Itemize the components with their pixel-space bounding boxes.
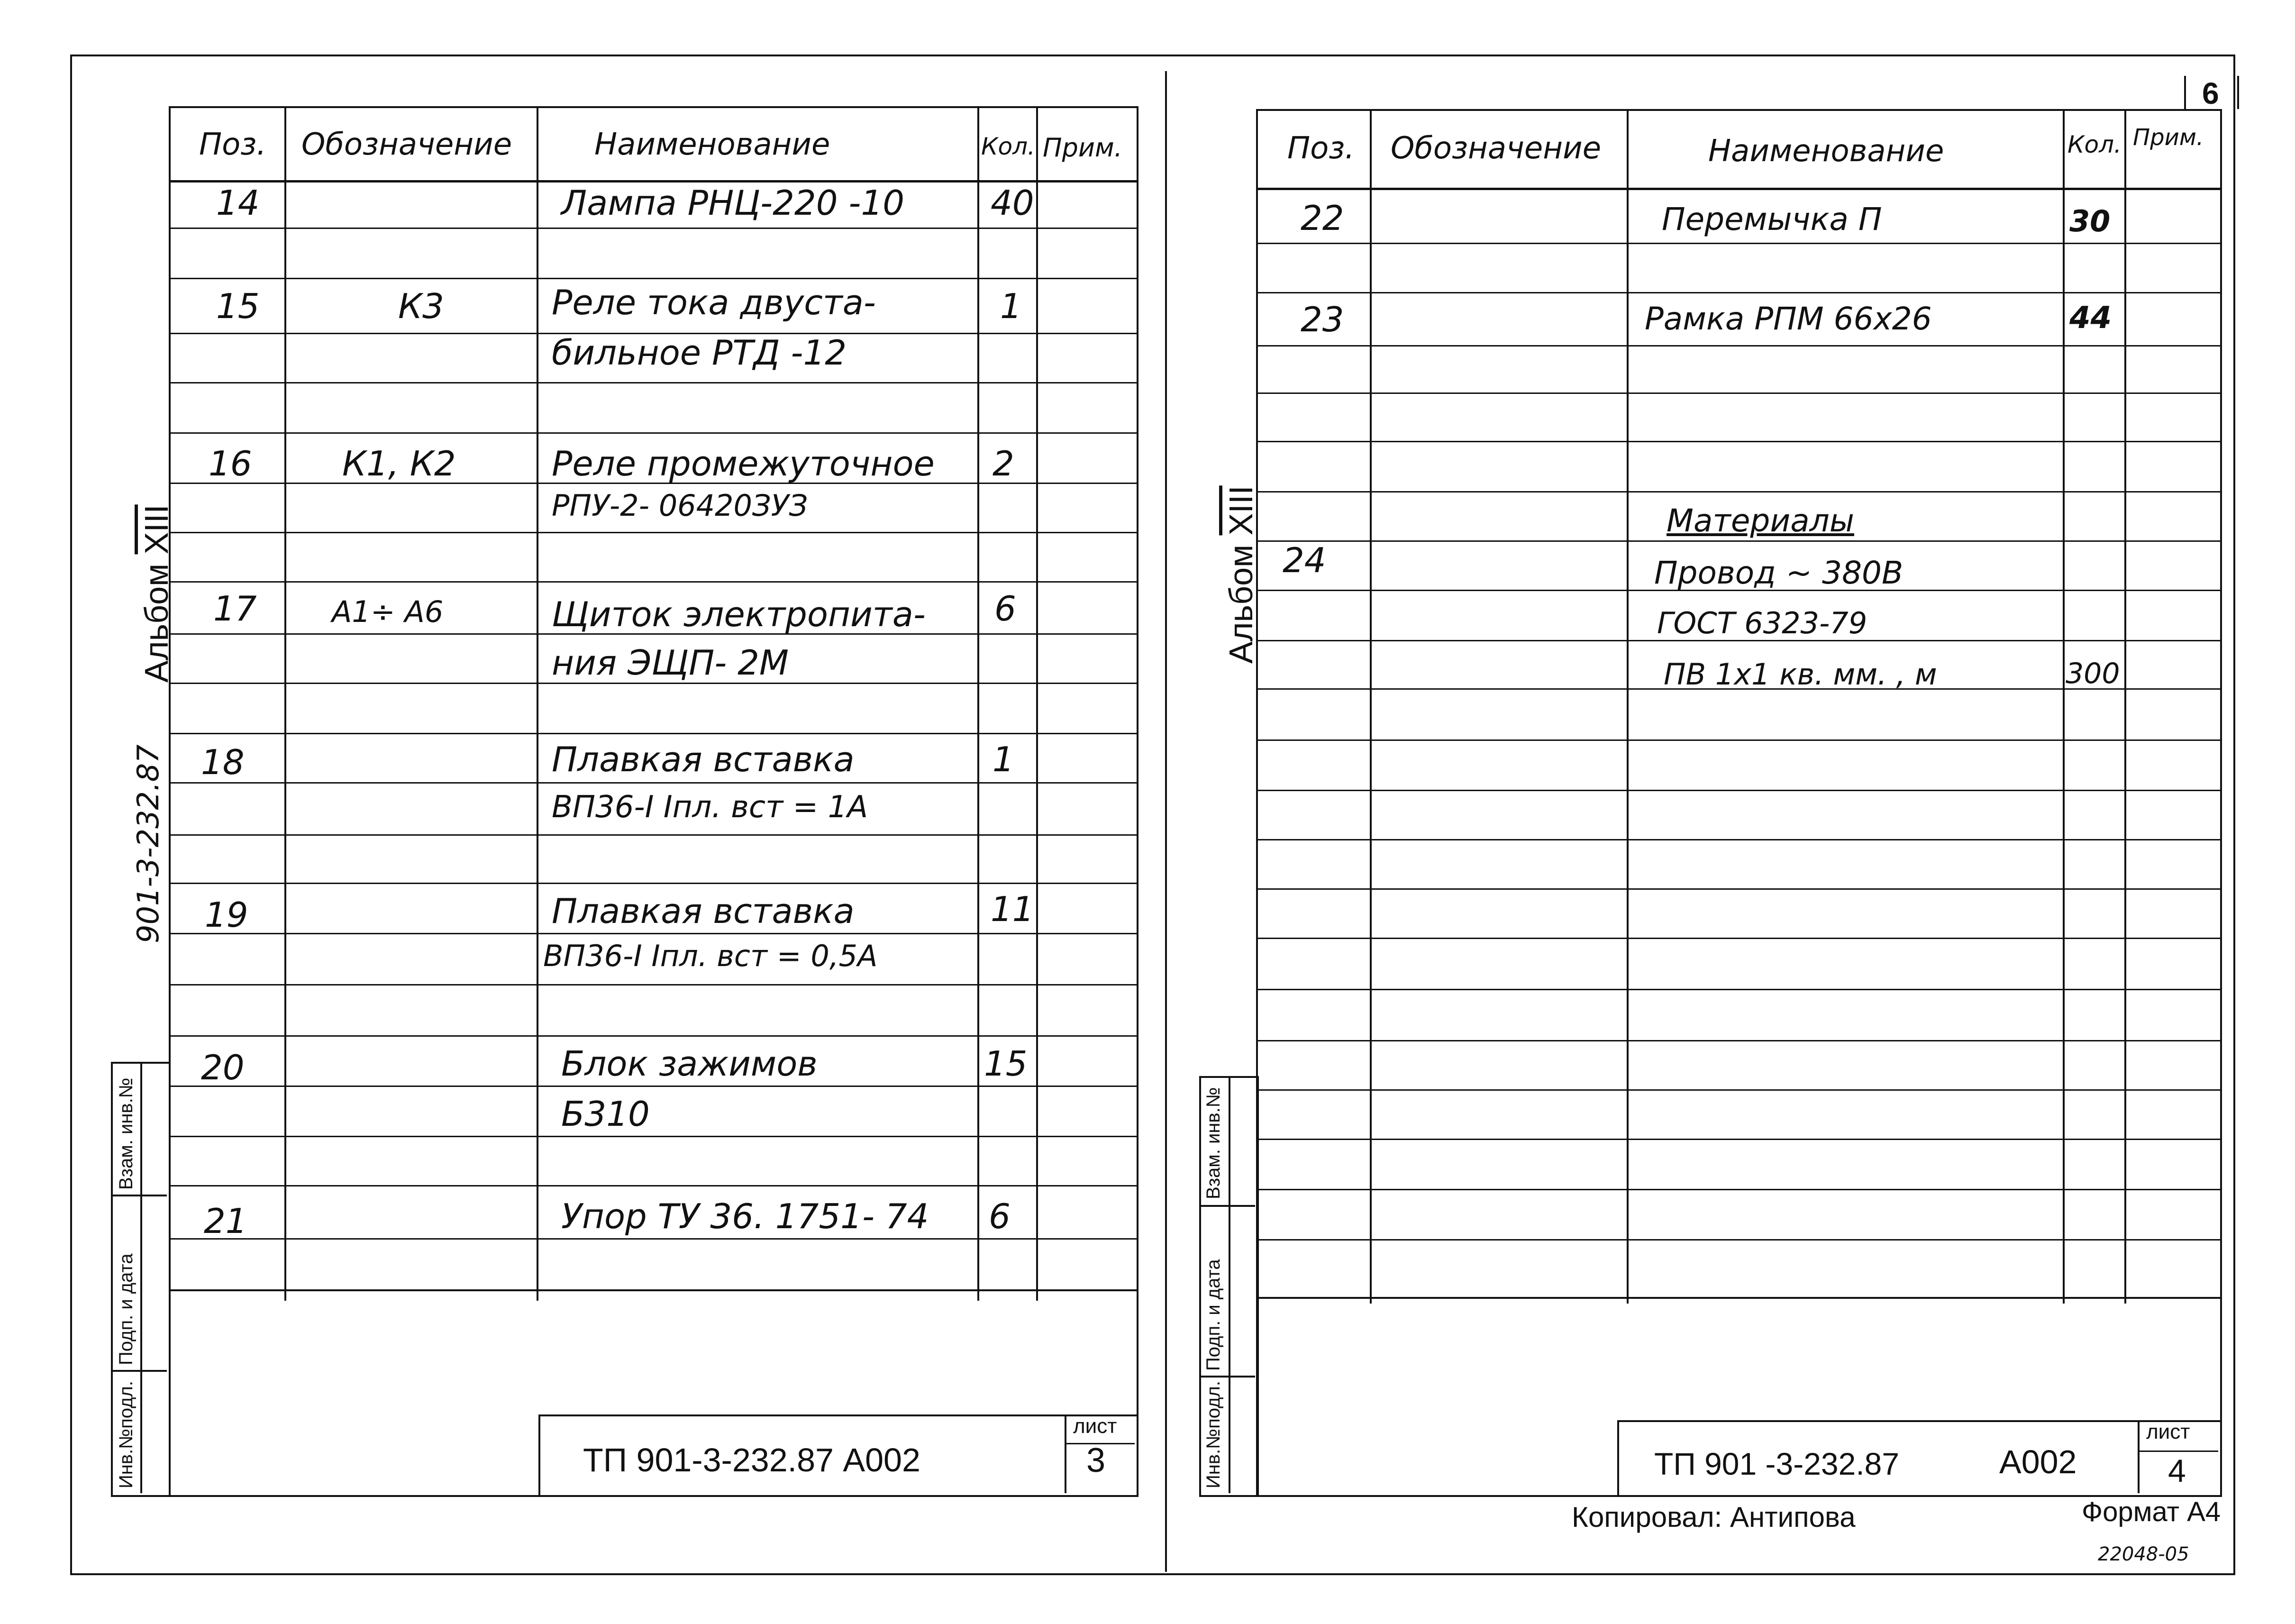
- header-qty: Кол.: [981, 133, 1035, 160]
- side-label-inv: Инв.№подл.: [116, 1381, 137, 1488]
- row-line: [1256, 739, 2220, 741]
- side-divider: [111, 1195, 167, 1196]
- row-name: Б310: [561, 1094, 650, 1134]
- row-pos: 24: [1283, 540, 1326, 580]
- row-name: Щиток электропита-: [552, 594, 926, 634]
- side-divider: [1199, 1376, 1255, 1378]
- side-divider: [111, 1370, 167, 1372]
- row-name: Лампа РНЦ-220 -10: [561, 183, 905, 223]
- row-line: [169, 834, 1137, 836]
- row-name: Блок зажимов: [561, 1044, 818, 1084]
- row-line: [169, 1238, 1137, 1240]
- row-line: [169, 432, 1137, 434]
- row-name: Перемычка П: [1662, 201, 1882, 237]
- page-number: 6: [2202, 76, 2219, 110]
- row-line: [169, 933, 1137, 934]
- sheet-label: лист: [2146, 1420, 2190, 1443]
- row-name: Провод ~ 380В: [1654, 555, 1903, 591]
- materials-heading: Материалы: [1667, 502, 1854, 539]
- side-label-replaced: Взам. инв.№: [116, 1077, 137, 1190]
- row-qty: 15: [984, 1044, 1028, 1084]
- row-qty: 300: [2066, 657, 2120, 690]
- row-line: [169, 382, 1137, 383]
- side-divider: [1199, 1205, 1255, 1207]
- col-line: [2124, 109, 2126, 1304]
- album-word: Альбом: [1222, 544, 1259, 664]
- row-name: Рамка РПМ 66х26: [1645, 301, 1932, 337]
- row-name: Плавкая вставка: [552, 739, 855, 779]
- archive-number: 22048-05: [2098, 1543, 2189, 1565]
- row-line: [169, 883, 1137, 884]
- row-line: [1256, 345, 2220, 347]
- row-line: [169, 228, 1137, 229]
- row-line: [169, 683, 1137, 684]
- row-line: [169, 1086, 1137, 1087]
- col-line: [977, 106, 979, 1301]
- row-name: ния ЭЩП- 2М: [552, 643, 789, 683]
- row-qty: 40: [991, 183, 1034, 223]
- row-name: ВП36-I Iпл. вст = 0,5А: [543, 939, 878, 973]
- header-pos: Поз.: [1287, 131, 1355, 166]
- row-line: [169, 733, 1137, 734]
- document-code: ТП 901-3-232.87 А002: [583, 1442, 920, 1478]
- side-label-sign: Подп. и дата: [116, 1253, 137, 1365]
- row-name: Реле тока двуста-: [552, 283, 876, 322]
- stamp-divider: [2138, 1451, 2218, 1452]
- row-line: [1256, 1297, 2220, 1299]
- col-line: [284, 106, 286, 1301]
- header-qty: Кол.: [2067, 131, 2122, 158]
- row-line: [169, 1185, 1137, 1186]
- row-line: [1256, 1139, 2220, 1140]
- row-qty: 44: [2069, 301, 2112, 336]
- sheet-number: 4: [2168, 1453, 2186, 1489]
- row-pos: 16: [209, 444, 252, 484]
- col-line: [1627, 109, 1629, 1304]
- row-line: [1256, 790, 2220, 791]
- header-name: Наименование: [1708, 134, 1944, 169]
- row-pos: 23: [1301, 300, 1344, 339]
- row-line: [1256, 540, 2220, 542]
- header-note: Прим.: [2133, 124, 2204, 151]
- row-line: [169, 782, 1137, 784]
- row-designation: К3: [398, 286, 444, 326]
- row-line: [1256, 441, 2220, 442]
- header-line: [169, 180, 1137, 182]
- col-line: [1370, 109, 1372, 1304]
- col-line: [1036, 106, 1038, 1301]
- row-qty: 30: [2069, 204, 2111, 238]
- row-name: ПВ 1х1 кв. мм. , м: [1664, 657, 1937, 692]
- side-divider: [1229, 1076, 1230, 1493]
- row-qty: 1: [993, 739, 1014, 779]
- row-designation: А1÷ А6: [332, 594, 444, 629]
- stamp-divider: [2138, 1420, 2140, 1493]
- document-code: ТП 901 -3-232.87: [1654, 1446, 1900, 1481]
- row-qty: 6: [989, 1196, 1011, 1236]
- album-label: [1222, 485, 1260, 664]
- row-line: [1256, 1040, 2220, 1041]
- row-pos: 22: [1301, 198, 1344, 238]
- row-line: [1256, 938, 2220, 939]
- header-designation: Обозначение: [1391, 131, 1602, 166]
- row-line: [1256, 839, 2220, 840]
- header-designation: Обозначение: [301, 127, 512, 162]
- row-line: [1256, 392, 2220, 394]
- row-qty: 6: [994, 589, 1016, 629]
- row-name: Реле промежуточное: [552, 444, 935, 484]
- row-line: [169, 278, 1137, 279]
- row-line: [1256, 1189, 2220, 1190]
- row-name: Плавкая вставка: [552, 891, 855, 931]
- row-line: [169, 1035, 1137, 1037]
- row-name: ГОСТ 6323-79: [1657, 606, 1867, 640]
- row-pos: 17: [213, 589, 257, 629]
- copied-by: Копировал: Антипова: [1572, 1501, 1856, 1533]
- row-pos: 20: [201, 1048, 245, 1087]
- row-qty: 1: [1000, 286, 1022, 326]
- row-pos: 14: [216, 183, 260, 223]
- row-name: Упор ТУ 36. 1751- 74: [561, 1196, 929, 1236]
- row-qty: 2: [993, 444, 1014, 484]
- col-line: [537, 106, 538, 1301]
- album-word: Альбом: [138, 563, 175, 683]
- header-pos: Поз.: [199, 127, 266, 162]
- row-line: [1256, 292, 2220, 293]
- row-pos: 21: [204, 1201, 247, 1241]
- header-note: Прим.: [1043, 133, 1122, 163]
- sheet-label: лист: [1073, 1414, 1117, 1438]
- row-line: [1256, 1089, 2220, 1091]
- album-number: XIII: [1222, 485, 1259, 536]
- album-number: XIII: [138, 504, 175, 555]
- row-line: [169, 532, 1137, 533]
- vertical-code: 901-3-232.87: [131, 744, 165, 943]
- header-line: [1256, 188, 2220, 190]
- page-number-bracket: [2237, 76, 2239, 109]
- row-line: [169, 1289, 1137, 1291]
- side-label-inv: Инв.№подл.: [1203, 1381, 1224, 1488]
- row-line: [1256, 888, 2220, 890]
- side-label-replaced: Взам. инв.№: [1203, 1087, 1224, 1199]
- row-name: РПУ-2- 06420ЗУЗ: [552, 488, 808, 523]
- row-line: [169, 581, 1137, 583]
- col-line: [2063, 109, 2065, 1304]
- page-divider: [1165, 71, 1167, 1572]
- sheet-number: 3: [1086, 1442, 1106, 1479]
- side-divider: [140, 1062, 142, 1493]
- header-name: Наименование: [594, 127, 830, 162]
- row-line: [1256, 1239, 2220, 1241]
- row-pos: 19: [205, 895, 248, 935]
- row-name: ВП36-I Iпл. вст = 1А: [552, 790, 868, 825]
- row-line: [169, 984, 1137, 985]
- page-number-bracket: [2184, 76, 2186, 109]
- row-line: [1256, 989, 2220, 990]
- row-name: бильное РТД -12: [552, 333, 847, 373]
- row-pos: 15: [216, 286, 260, 326]
- row-pos: 18: [201, 742, 245, 782]
- row-qty: 11: [991, 889, 1034, 929]
- stamp-divider: [1065, 1414, 1066, 1493]
- format-label: Формат А4: [2082, 1496, 2221, 1527]
- row-line: [169, 1136, 1137, 1137]
- album-label: [137, 504, 175, 683]
- row-designation: К1, К2: [342, 444, 456, 484]
- row-line: [1256, 243, 2220, 244]
- document-code-suffix: А002: [1999, 1443, 2077, 1480]
- row-line: [1256, 491, 2220, 493]
- side-label-sign: Подп. и дата: [1203, 1259, 1224, 1371]
